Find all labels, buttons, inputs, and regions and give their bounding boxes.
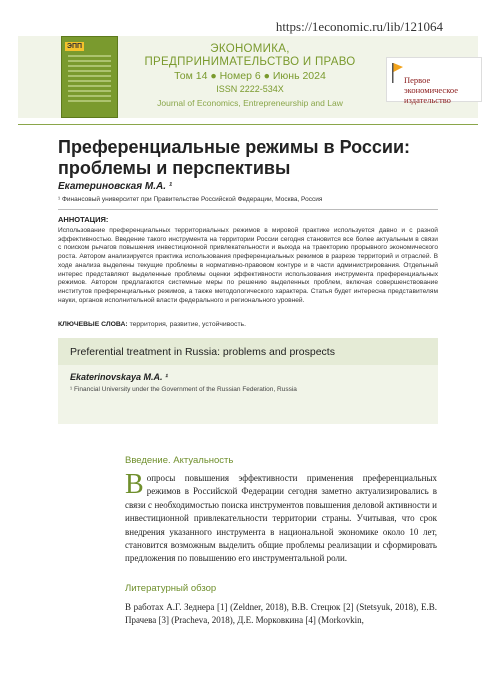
section-divider: [58, 209, 438, 210]
article-title: Преференциальные режимы в России: проблемы и перспективы: [58, 137, 411, 178]
journal-cover-thumbnail: [61, 36, 118, 118]
english-affiliation: ¹ Financial University under the Government of the Russian Federation, Russia: [70, 386, 297, 393]
journal-issn: ISSN 2222-534X: [216, 84, 284, 94]
flag-icon: [391, 62, 403, 84]
literature-paragraph: В работах А.Г. Зеднера [1] (Zeldner, 2018), В.В. Стецюк [2] (Stetsyuk, 2018), Е.В. Прачева [3] (Pracheva, 2018), Д.Е. Морковкина [4] (Morkovkin,: [125, 602, 437, 626]
drop-cap: В: [125, 469, 144, 500]
journal-title: ЭКОНОМИКА, ПРЕДПРИНИМАТЕЛЬСТВО И ПРАВО: [144, 43, 356, 68]
publisher-name: Первое экономическое издательство: [404, 75, 459, 105]
english-title: Preferential treatment in Russia: problems and prospects: [70, 346, 335, 358]
keywords: [58, 321, 246, 328]
article-author: Екатериновская М.А. ¹: [58, 181, 173, 192]
header-divider: [18, 124, 478, 125]
author-affiliation: ¹ Финансовый университет при Правительстве Российской Федерации, Москва, Россия: [58, 196, 323, 203]
journal-title-english: Journal of Economics, Entrepreneurship and Law: [157, 98, 343, 108]
intro-heading: Введение. Актуальность: [125, 455, 234, 466]
article-url[interactable]: https://1economic.ru/lib/121064: [275, 19, 443, 34]
keywords-value: территория, развитие, устойчивость.: [129, 321, 246, 328]
cover-tag: ЭПП: [67, 43, 83, 50]
keywords-label: КЛЮЧЕВЫЕ СЛОВА:: [58, 321, 128, 328]
annotation-heading: АННОТАЦИЯ:: [58, 215, 109, 224]
cover-pattern: [68, 55, 111, 105]
annotation-text: Использование преференциальных территориальных режимов в мировой практике используется давно и с разной эффективностью. Введение такого инструмента на территории России сегодня становится все более актуальным в связи с поиском рычагов повышения инвестиционной привлекательности и выхода на траекторию прорывного экономического роста. Автором анализируется практика использования преференциальных режимов в разрезе территорий и отраслей. В ходе анализа выделены текущие проблемы в нормативно-правовом контуре и в части администрирования. Отдельный интерес представляют выделенные проблемы оценки эффективности использования инструмента преференциальных режимов. Автором предлагаются системные меры по решению выделенных проблем, включая совершенствование институтов преференциальных режимов, а также методологического характера. Статья будет интересна представителям науки, органов исполнительной власти федерального и регионального уровней.: [58, 227, 438, 304]
english-author: Ekaterinovskaya M.A. ¹: [70, 372, 169, 382]
journal-issue: Том 14 ● Номер 6 ● Июнь 2024: [174, 70, 326, 82]
intro-paragraph: [125, 469, 437, 566]
literature-heading: Литературный обзор: [125, 583, 217, 594]
intro-text: опросы повышения эффективности применения преференциальных режимов в Российской Федерации сегодня заметно актуализировались в связи с необходимостью поиска инструментов повышения деловой активности и инвестиционной привлекательности территории страны. Учитывая, что срок внедрения указанного инструмента в национальной экономике около 10 лет, становится возможным выделить общие проблемы реализации и сформировать предложения по повышению его инструментальной роли.: [125, 473, 437, 564]
publisher-logo: [386, 57, 482, 105]
